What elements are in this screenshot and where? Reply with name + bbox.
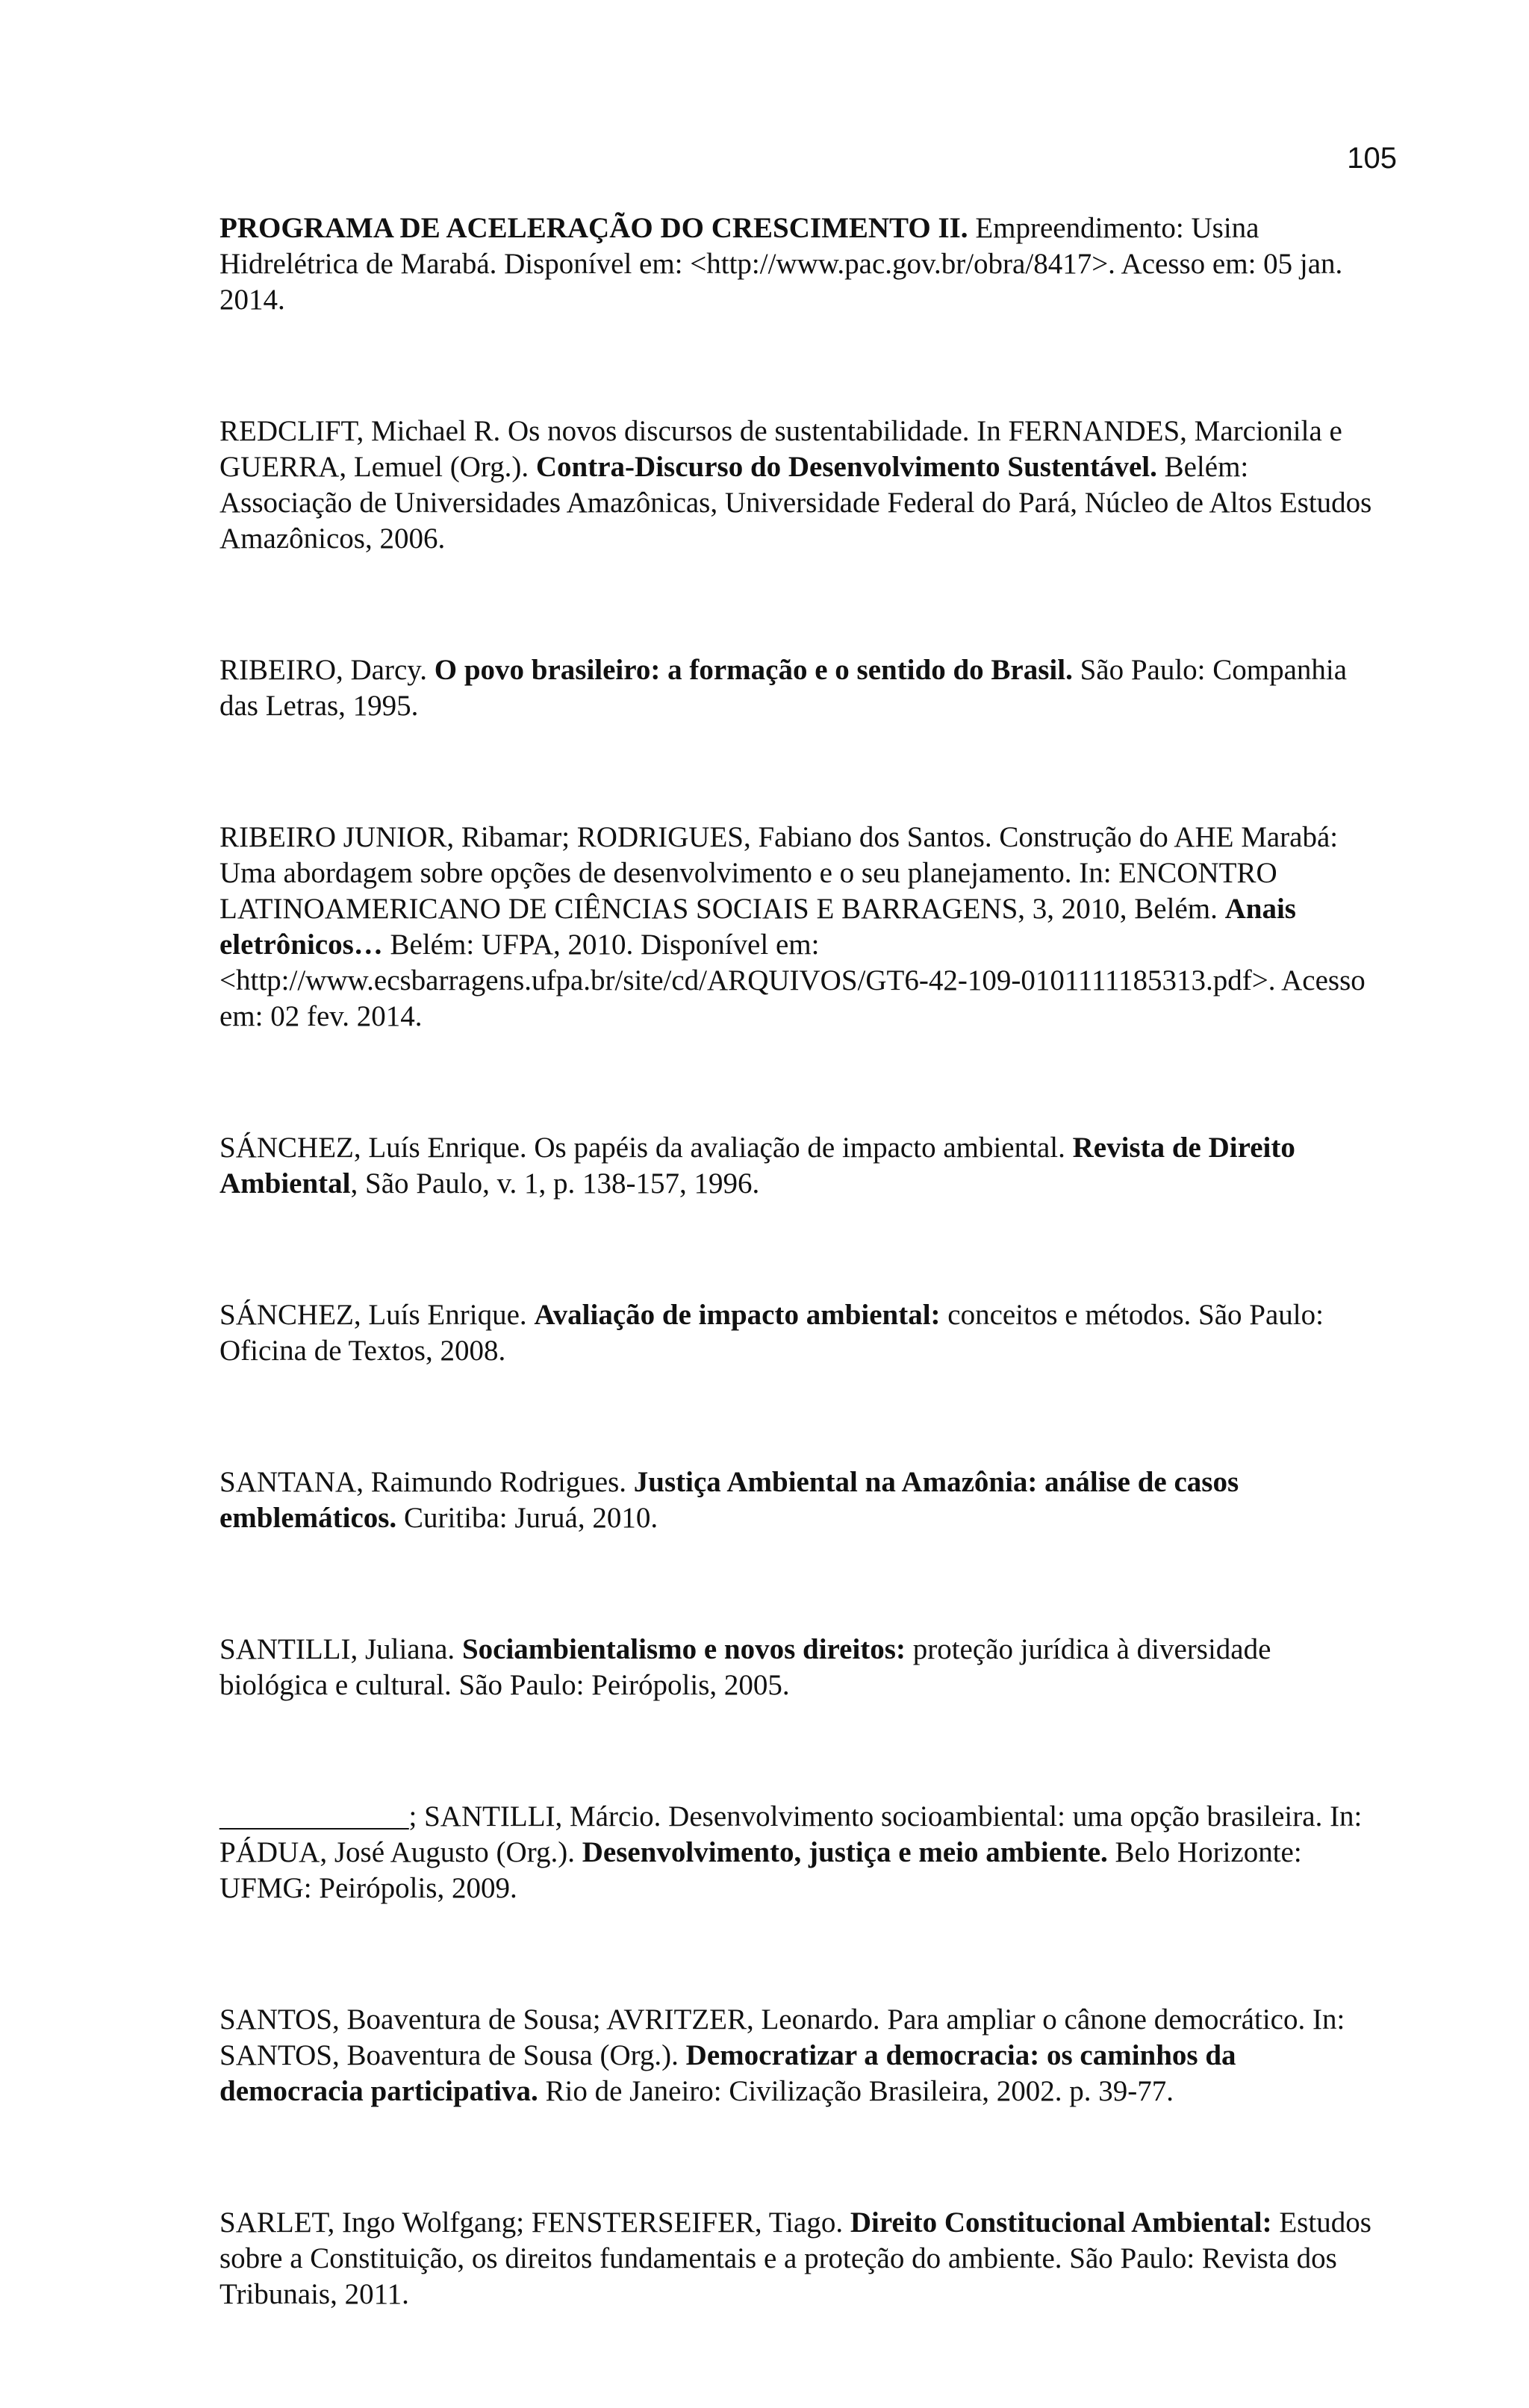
reference-text: proteção jurídica à diversidade biológica e cultural. São Paulo: Peirópolis, 2005. — [219, 1633, 1271, 1701]
page-number: 105 — [1347, 142, 1397, 175]
reference-entry — [219, 2002, 1384, 2109]
reference-text: , São Paulo, v. 1, p. 138-157, 1996. — [350, 1167, 760, 1200]
reference-title: Anais eletrônicos… — [219, 893, 1296, 961]
reference-title: PROGRAMA DE ACELERAÇÃO DO CRESCIMENTO II. — [219, 212, 968, 244]
reference-text: _____________; SANTILLI, Márcio. Desenvolvimento socioambiental: uma opção brasileira. In: PÁDUA, José Augusto (Org.). — [219, 1800, 1363, 1868]
reference-text: Empreendimento: Usina Hidrelétrica de Marabá. Disponível em: <http://www.pac.gov.br/obra/8417>. Acesso em: 05 jan. 2014. — [219, 212, 1343, 316]
reference-text: REDCLIFT, Michael R. Os novos discursos de sustentabilidade. In FERNANDES, Marcionila e GUERRA, Lemuel (Org.). — [219, 415, 1342, 483]
reference-entry — [219, 210, 1384, 318]
reference-entry — [219, 1799, 1384, 1906]
reference-text: Belém: Associação de Universidades Amazônicas, Universidade Federal do Pará, Núcleo de Altos Estudos Amazônicos, 2006. — [219, 451, 1372, 555]
reference-text: SÁNCHEZ, Luís Enrique. Os papéis da avaliação de impacto ambiental. — [219, 1132, 1073, 1164]
reference-entry — [219, 652, 1384, 724]
reference-text: Estudos sobre a Constituição, os direitos fundamentais e a proteção do ambiente. São Paulo: Revista dos Tribunais, 2011. — [219, 2206, 1371, 2310]
reference-title: Contra-Discurso do Desenvolvimento Sustentável. — [535, 451, 1157, 483]
reference-text: São Paulo: Companhia das Letras, 1995. — [219, 654, 1348, 722]
reference-text: SANTILLI, Juliana. — [219, 1633, 462, 1665]
reference-text: SÁNCHEZ, Luís Enrique. — [219, 1299, 535, 1331]
reference-title: Sociambientalismo e novos direitos: — [461, 1633, 906, 1665]
reference-text: Belém: UFPA, 2010. Disponível em: <http://www.ecsbarragens.ufpa.br/site/cd/ARQUIVOS/GT6-42-109-0101111185313.pdf>. Acesso em: 02 fev. 2014. — [219, 929, 1365, 1032]
reference-title: Revista de Direito Ambiental — [219, 1132, 1295, 1200]
reference-entry — [219, 1130, 1384, 1202]
reference-title: Direito Constitucional Ambiental: — [850, 2206, 1272, 2239]
reference-text: RIBEIRO JUNIOR, Ribamar; RODRIGUES, Fabiano dos Santos. Construção do AHE Marabá: Uma abordagem sobre opções de desenvolvimento e o seu planejamento. In: ENCONTRO LATINOAMERICANO DE CIÊNCIAS SOCIAIS E BARRAGENS, 3, 2010, Belém. — [219, 821, 1339, 925]
reference-text: Curitiba: Juruá, 2010. — [396, 1502, 658, 1534]
reference-text: SARLET, Ingo Wolfgang; FENSTERSEIFER, Tiago. — [219, 2206, 850, 2239]
reference-title: Avaliação de impacto ambiental: — [534, 1299, 941, 1331]
reference-list — [219, 210, 1384, 2408]
reference-text: SANTANA, Raimundo Rodrigues. — [219, 1466, 634, 1498]
reference-entry — [219, 1297, 1384, 1369]
reference-title: Desenvolvimento, justiça e meio ambiente. — [582, 1836, 1108, 1868]
reference-entry — [219, 820, 1384, 1035]
reference-entry — [219, 414, 1384, 557]
reference-text: Belo Horizonte: UFMG: Peirópolis, 2009. — [219, 1836, 1302, 1904]
reference-entry — [219, 1632, 1384, 1703]
reference-entry — [219, 1465, 1384, 1536]
reference-title: Democratizar a democracia: os caminhos da democracia participativa. — [219, 2039, 1236, 2107]
reference-title: O povo brasileiro: a formação e o sentido do Brasil. — [434, 654, 1073, 686]
reference-entry — [219, 2205, 1384, 2312]
reference-title: Justiça Ambiental na Amazônia: análise de casos emblemáticos. — [219, 1466, 1239, 1534]
reference-text: Rio de Janeiro: Civilização Brasileira, 2002. p. 39-77. — [538, 2075, 1174, 2107]
reference-text: conceitos e métodos. São Paulo: Oficina de Textos, 2008. — [219, 1299, 1324, 1367]
reference-text: RIBEIRO, Darcy. — [219, 654, 435, 686]
reference-text: SANTOS, Boaventura de Sousa; AVRITZER, Leonardo. Para ampliar o cânone democrático. In: SANTOS, Boaventura de Sousa (Org.). — [219, 2003, 1345, 2071]
